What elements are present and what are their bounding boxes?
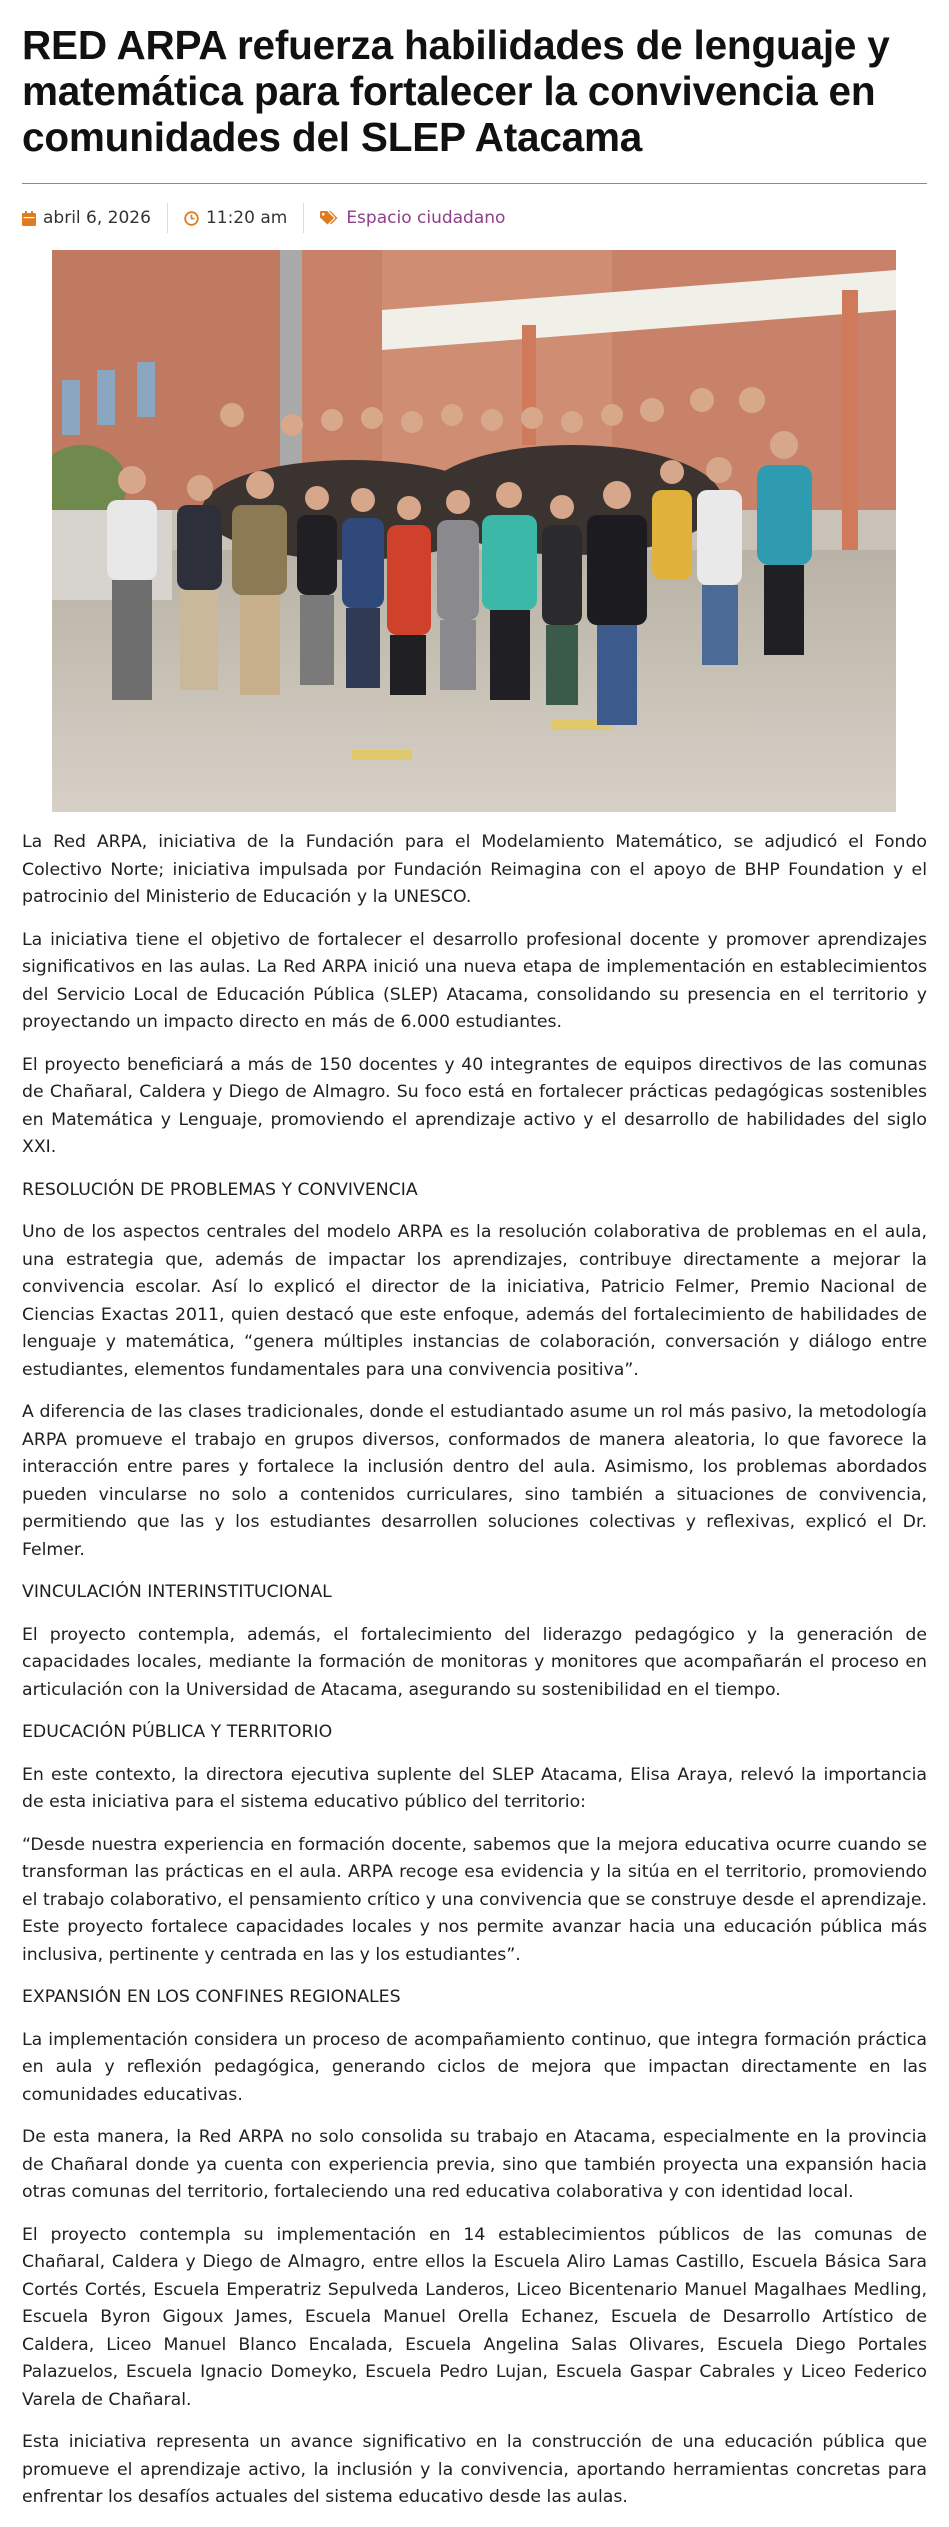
paragraph: A diferencia de las clases tradicionales, donde el estudiantado asume un rol más pasivo, la metodología ARPA promueve el trabajo en grupos diversos, conformados de manera aleatoria, lo que favorece la interacción entre pares y fortalece la inclusión dentro del aula. Asimismo, los problemas abordados pueden vincularse no solo a contenidos curriculares, sino también a situaciones de convivencia, permitiendo que las y los estudiantes desarrollen soluciones colectivas y reflexivas, explicó el Dr. Felmer.: [22, 1402, 927, 1560]
calendar-icon: [22, 211, 36, 226]
paragraph: La Red ARPA, iniciativa de la Fundación para el Modelamiento Matemático, se adjudicó el Fondo Colectivo Norte; iniciativa impulsada por Fundación Reimagina con el apoyo de BHP Foundation y el patrocinio del Ministerio de Educación y la UNESCO.: [22, 832, 927, 907]
article: [22, 0, 927, 2527]
section-heading: EDUCACIÓN PÚBLICA Y TERRITORIO: [22, 1722, 333, 1742]
paragraph: El proyecto beneficiará a más de 150 docentes y 40 integrantes de equipos directivos de las comunas de Chañaral, Caldera y Diego de Almagro. Su foco está en fortalecer prácticas pedagógicas sostenibles en Matemática y Lenguaje, promoviendo el aprendizaje activo y el desarrollo de habilidades del siglo XXI.: [22, 1054, 927, 1157]
category-link[interactable]: Espacio ciudadano: [346, 208, 506, 228]
section-heading: VINCULACIÓN INTERINSTITUCIONAL: [22, 1582, 332, 1602]
title-divider: [22, 183, 927, 184]
time-text: 11:20 am: [205, 208, 288, 228]
article-title: RED ARPA refuerza habilidades de lenguaje y matemática para fortalecer la convivencia en comunidades del SLEP Atacama: [22, 22, 890, 160]
group-photo-image: [52, 250, 896, 812]
meta-category[interactable]: [320, 203, 521, 233]
meta-date: [22, 203, 168, 233]
paragraph: De esta manera, la Red ARPA no solo consolida su trabajo en Atacama, especialmente en la provincia de Chañaral donde ya cuenta con experiencia previa, sino que también proyecta una expansión hacia otras comunas del territorio, fortaleciendo una red educativa colaborativa y con identidad local.: [22, 2127, 927, 2202]
paragraph: La implementación considera un proceso de acompañamiento continuo, que integra formación práctica en aula y reflexión pedagógica, generando ciclos de mejora que impactan directamente en las comunidades educativas.: [22, 2029, 927, 2105]
paragraph: El proyecto contempla, además, el fortalecimiento del liderazgo pedagógico y la generación de capacidades locales, mediante la formación de monitoras y monitores que acompañarán el proceso en articulación con la Universidad de Atacama, asegurando su sostenibilidad en el tiempo.: [22, 1624, 927, 1700]
article-body: [22, 829, 927, 2512]
paragraph: En este contexto, la directora ejecutiva suplente del SLEP Atacama, Elisa Araya, relevó la importancia de esta iniciativa para el sistema educativo público del territorio:: [22, 1764, 927, 1812]
article-photo: [52, 250, 896, 812]
section-heading: EXPANSIÓN EN LOS CONFINES REGIONALES: [22, 1987, 401, 2007]
quote-paragraph: “Desde nuestra experiencia en formación docente, sabemos que la mejora educativa ocurre cuando se transforman las prácticas en el aula. ARPA recoge esa evidencia y la sitúa en el territorio, promoviendo el trabajo colaborativo, el pensamiento crítico y una convivencia que se construye desde el aprendizaje. Este proyecto fortalece capacidades locales y nos permite avanzar hacia una educación pública más inclusiva, pertinente y centrada en las y los estudiantes”.: [22, 1834, 927, 1965]
tags-icon: [320, 211, 339, 226]
meta-time: [184, 203, 304, 233]
article-meta: [22, 202, 927, 234]
paragraph: Esta iniciativa representa un avance significativo en la construcción de una educación pública que promueve el aprendizaje activo, la inclusión y la convivencia, aportando herramientas concretas para enfrentar los desafíos actuales del sistema educativo desde las aulas.: [22, 2432, 927, 2507]
section-heading: RESOLUCIÓN DE PROBLEMAS Y CONVIVENCIA: [22, 1179, 418, 1200]
paragraph: La iniciativa tiene el objetivo de fortalecer el desarrollo profesional docente y promover aprendizajes significativos en las aulas. La Red ARPA inició una nueva etapa de implementación en establecimientos del Servicio Local de Educación Pública (SLEP) Atacama, consolidando su presencia en el territorio y proyectando un impacto directo en más de 6.000 estudiantes.: [22, 929, 927, 1032]
paragraph: Uno de los aspectos centrales del modelo ARPA es la resolución colaborativa de problemas en el aula, una estrategia que, además de impactar los aprendizajes, contribuye directamente a mejorar la convivencia escolar. Así lo explicó el director de la iniciativa, Patricio Felmer, Premio Nacional de Ciencias Exactas 2011, quien destacó que este enfoque, además del fortalecimiento de habilidades de lenguaje y matemática, “genera múltiples instancias de colaboración, conversación y diálogo entre estudiantes, elementos fundamentales para una convivencia positiva”.: [22, 1222, 927, 1380]
paragraph: El proyecto contempla su implementación en 14 establecimientos públicos de las comunas de Chañaral, Caldera y Diego de Almagro, entre ellos la Escuela Aliro Lamas Castillo, Escuela Básica Sara Cortés Cortés, Escuela Emperatriz Sepulveda Landeros, Liceo Bicentenario Manuel Magalhaes Medling, Escuela Byron Gigoux James, Escuela Manuel Orella Echanez, Escuela de Desarrollo Artístico de Caldera, Liceo Manuel Blanco Encalada, Escuela Angelina Salas Olivares, Escuela Diego Portales Palazuelos, Escuela Ignacio Domeyko, Escuela Pedro Lujan, Escuela Gaspar Cabrales y Liceo Federico Varela de Chañaral.: [22, 2224, 927, 2410]
date-text: abril 6, 2026: [43, 208, 151, 228]
clock-icon: [184, 211, 199, 226]
